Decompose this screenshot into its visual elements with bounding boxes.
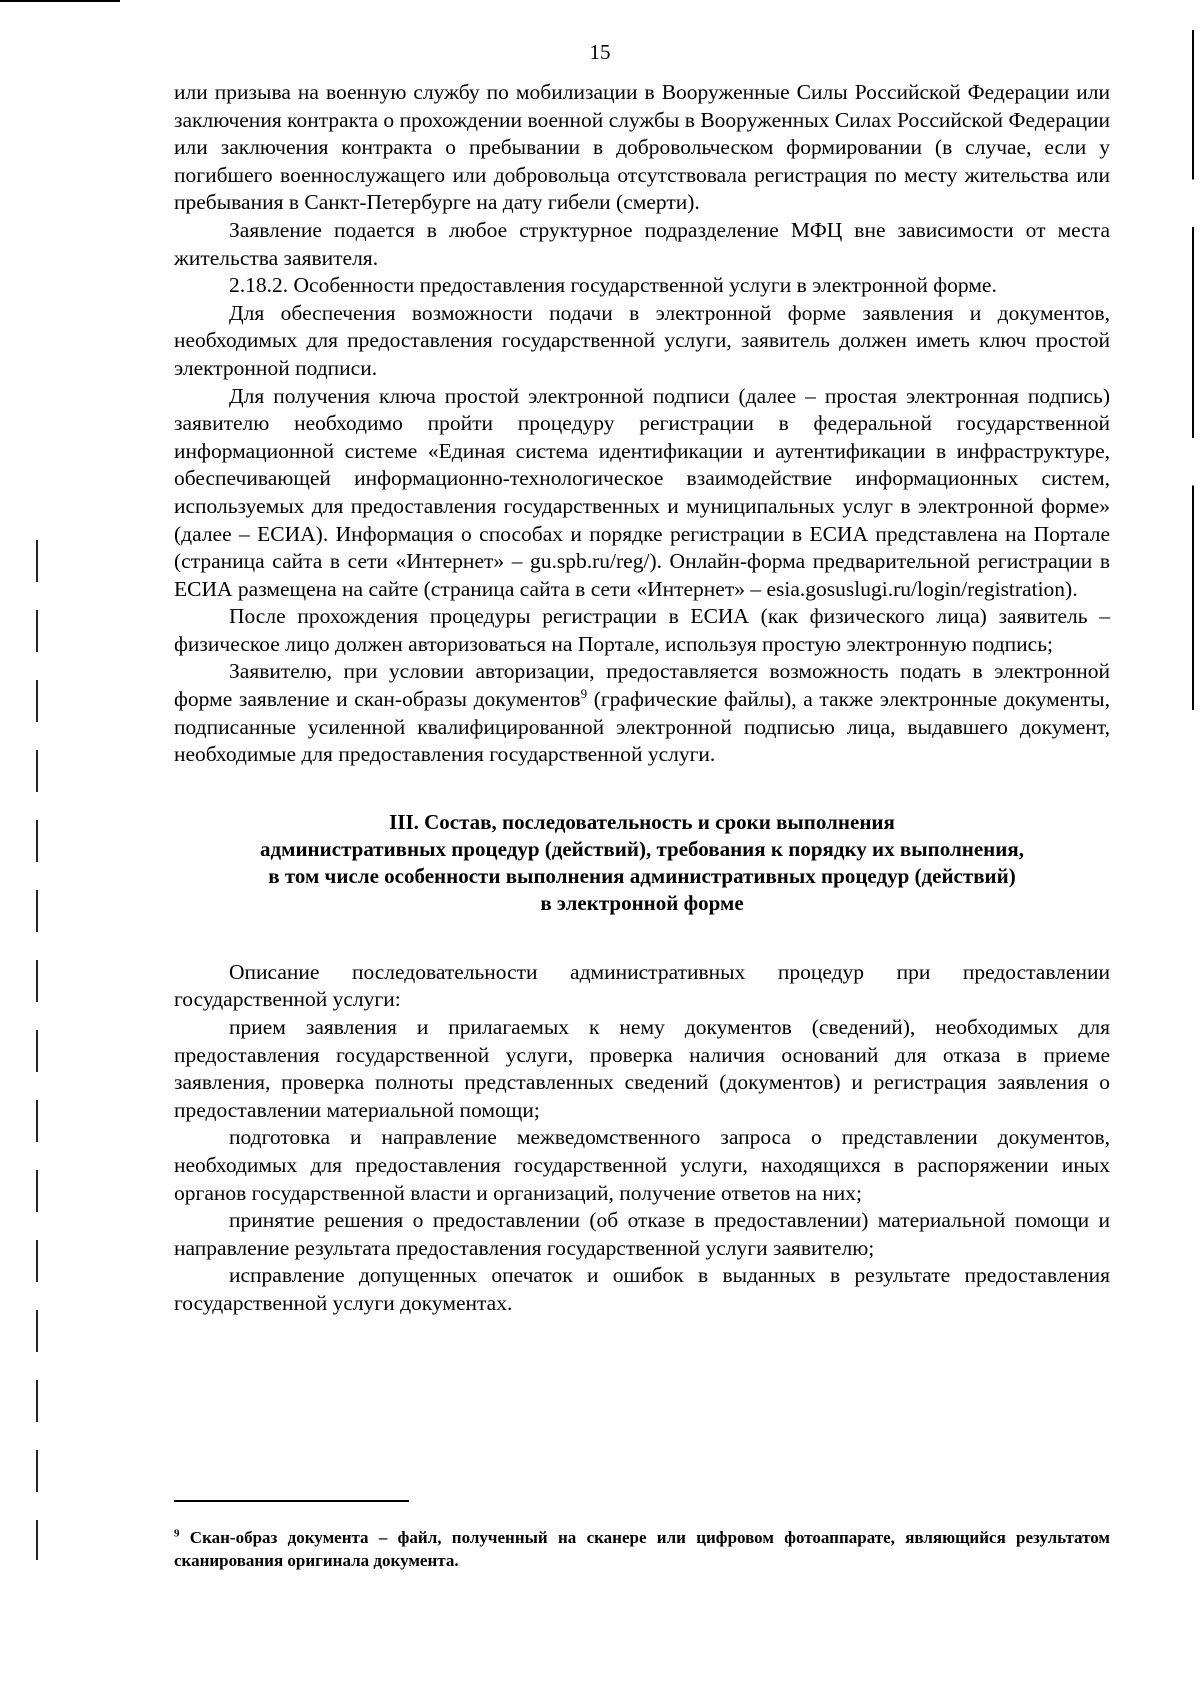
paragraph-simple-signature: Для обеспечения возможности подачи в электронной форме заявления и документов, необходимых для предоставления государственной услуги, заявитель должен иметь ключ простой электронной подписи. — [174, 300, 1110, 380]
heading-line: административных процедур (действий), требования к порядку их выполнения, — [260, 836, 1024, 861]
paragraph-procedures-intro: Описание последовательности административных процедур при предоставлении государственной услуги: — [174, 959, 1110, 1012]
list-item-procedure: прием заявления и прилагаемых к нему документов (сведений), необходимых для предоставления государственной услуги, проверка наличия оснований для отказа в приеме заявления, проверка полноты представленных сведений (документов) и регистрация заявления о предоставлении материальной помощи; — [174, 1015, 1110, 1122]
footnote-marker: 9 — [174, 1527, 180, 1540]
scan-edge-left — [36, 540, 38, 1560]
list-item-procedure: подготовка и направление межведомственного запроса о представлении документов, необходимых для предоставления государственной услуги, находящихся в распоряжении иных органов государственной власти и организаций, получение ответов на них; — [174, 1125, 1110, 1205]
footnote-reference: 9 — [580, 685, 588, 701]
page-number: 15 — [589, 40, 611, 64]
heading-line: в том числе особенности выполнения административных процедур (действий) — [268, 863, 1016, 888]
paragraph-continuation: или призыва на военную службу по мобилизации в Вооруженные Силы Российской Федерации или заключения контракта о прохождении военной службы в Вооруженных Силах Российской Федерации или заключения контракта о пребывании в добровольческом формировании (в случае, если у погибшего военнослужащего или добровольца отсутствовала регистрация по месту жительства или пребывания в Санкт-Петербурге на дату гибели (смерти). — [174, 80, 1110, 215]
paragraph-text: Заявителю, при условии авторизации, предоставляется возможность подать в электронной форме заявление и скан-образы документов — [174, 659, 1110, 712]
paragraph-esia-registration: Для получения ключа простой электронной подписи (далее – простая электронная подпись) заявителю необходимо пройти процедуру регистрации в федеральной государственной информационной системе «Единая система идентификации и аутентификации в инфраструктуре, обеспечивающей информационно-технологическое взаимодействие информационных систем, используемых для предоставления государственных и муниципальных услуг в электронной форме» (далее – ЕСИА). Информация о способах и порядке регистрации в ЕСИА представлена на Портале (страница сайта в сети «Интернет» – gu.spb.ru/reg/). Онлайн-форма предварительной регистрации в ЕСИА размещена на сайте (страница сайта в сети «Интернет» – esia.gosuslugi.ru/login/registration). — [174, 383, 1110, 601]
paragraph-portal-authorization: После прохождения процедуры регистрации в ЕСИА (как физического лица) заявитель – физическое лицо должен авторизоваться на Портале, используя простую электронную подпись; — [174, 604, 1110, 656]
paragraph-mfc-application: Заявление подается в любое структурное подразделение МФЦ вне зависимости от места жительства заявителя. — [174, 217, 1110, 270]
footnote — [174, 1526, 1110, 1572]
scan-border-mark — [0, 0, 120, 2]
paragraph-clause-2-18-2: 2.18.2. Особенности предоставления государственной услуги в электронной форме. — [229, 273, 997, 298]
footnote-text: Скан-образ документа – файл, полученный на сканере или цифровом фотоаппарате, являющийся результатом сканирования оригинала документа. — [174, 1528, 1110, 1570]
paragraph-text: (графические файлы), а также электронные документы, подписанные усиленной квалифицированной электронной подписью лица, выдавшего документ, необходимые для предоставления государственной услуги. — [174, 687, 1110, 767]
document-body — [174, 79, 1110, 1318]
list-item-procedure: принятие решения о предоставлении (об отказе в предоставлении) материальной помощи и направление результата предоставления государственной услуги заявителю; — [174, 1208, 1110, 1260]
paragraph-electronic-submission — [174, 658, 1110, 768]
section-heading — [174, 809, 1110, 917]
footnote-separator — [174, 1500, 409, 1502]
scan-edge-right — [1192, 30, 1194, 710]
heading-line: III. Состав, последовательность и сроки выполнения — [389, 809, 895, 834]
list-item-procedure: исправление допущенных опечаток и ошибок в выданных в результате предоставления государственной услуги документах. — [174, 1263, 1110, 1315]
heading-line: в электронной форме — [540, 890, 744, 915]
